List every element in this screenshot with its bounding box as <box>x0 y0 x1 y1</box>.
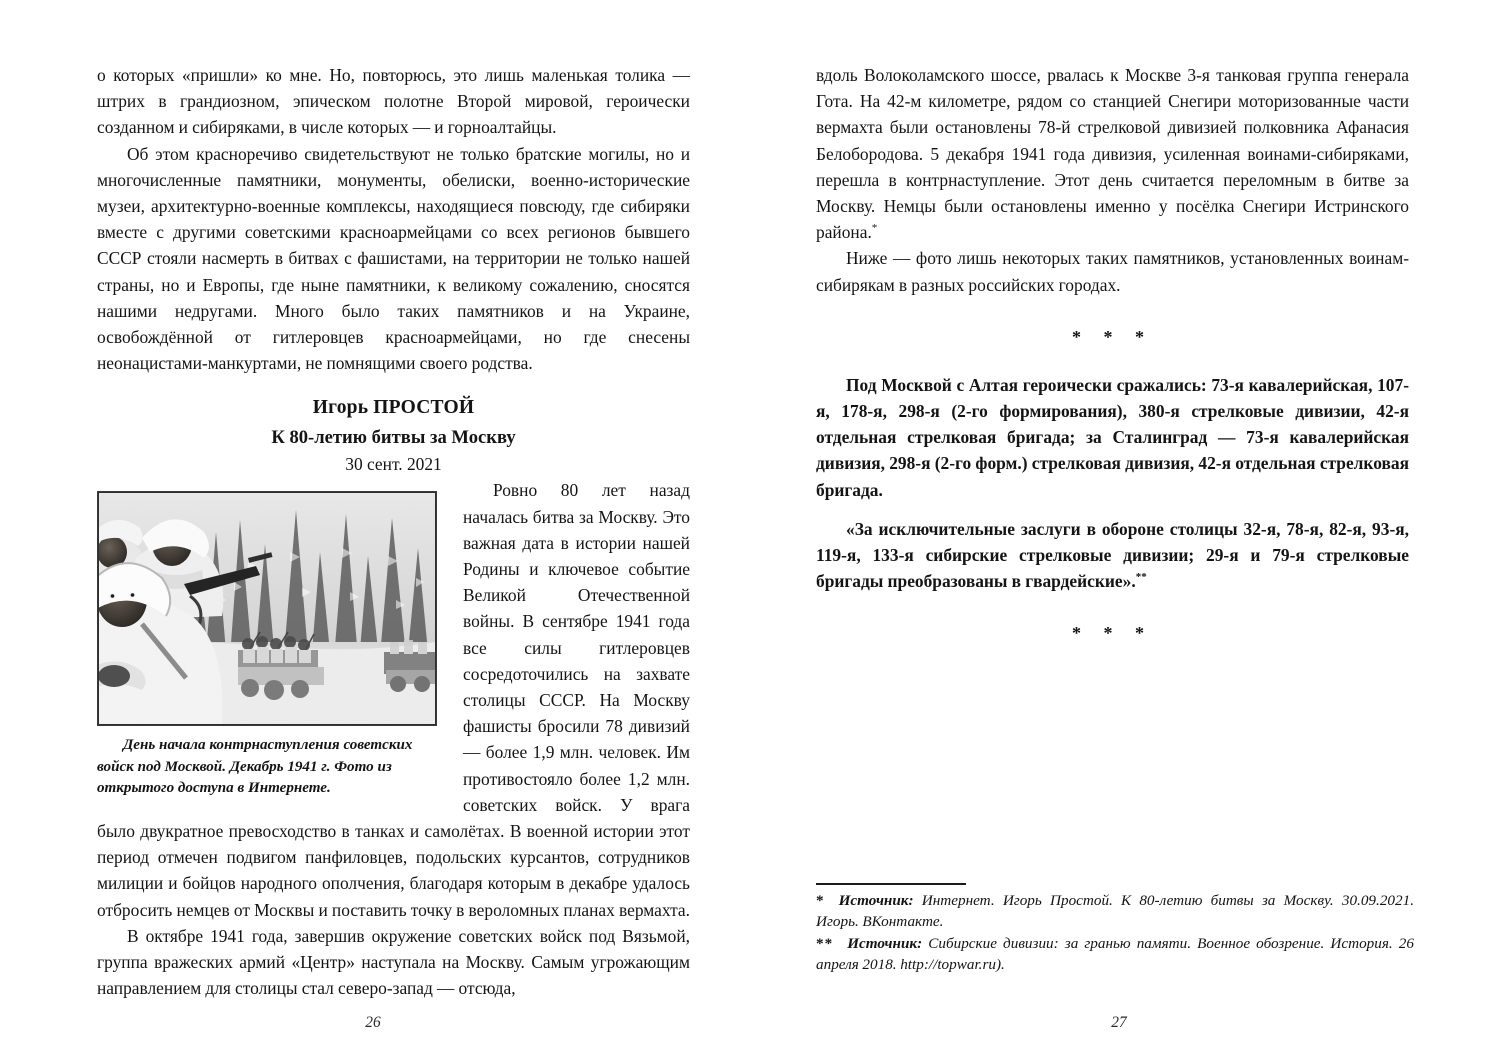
bold-paragraph-guards-text: «За исключительные заслуги в обороне столицы 32-я, 78-я, 82-я, 93-я, 119-я, 133-я сибирские стрелковые дивизии; 29-я и 79-я стрелковые бригады преобразованы в гвардейские». <box>816 518 1409 592</box>
paragraph-snegiri-text: вдоль Волоколамского шоссе, рвалась к Москве 3-я танковая группа генерала Гота. На 42-м километре, рядом со станцией Снегири моторизованные части вермахта были остановлены 78-й стрелковой дивизией полковника Афанасия Белобородова. 5 декабря 1941 года дивизия, усиленная воинами-сибиряками, перешла в контрнаступление. Этот день считается переломным в битве за Москву. Немцы были остановлены именно у посёлка Снегири Истринского района. <box>816 65 1409 243</box>
separator-asterisks-2: * * * <box>1072 623 1153 644</box>
right-page <box>746 0 1492 1058</box>
footnote-2-mark: ** <box>816 934 834 952</box>
footnote-1-label: Источник: <box>838 891 914 909</box>
paragraph-snegiri <box>816 62 1409 245</box>
photo-soviet-soldiers-winter <box>97 491 437 726</box>
spacer-above-separator-1 <box>816 298 1409 324</box>
figure-counteroffensive <box>97 491 445 799</box>
footnote-ref-1: * <box>871 222 878 235</box>
figure-caption: День начала контрнаступления советских войск под Москвой. Декабрь 1941 г. Фото из открытого доступа в Интернете. <box>97 737 413 797</box>
article-author: Игорь ПРОСТОЙ <box>312 397 475 419</box>
paragraph-continuation: о которых «пришли» ко мне. Но, повторюсь, это лишь маленькая толика — штрих в грандиозном, эпическом полотне Второй мировой, героически созданном и сибиряками, в числе которых — и горноалтайцы. <box>97 65 690 138</box>
paragraph-monument-photos: Ниже — фото лишь некоторых таких памятников, установленных воинам-сибирякам в разных российских городах. <box>816 248 1409 295</box>
left-text-column <box>97 62 690 1002</box>
article-title: К 80-летию битвы за Москву <box>271 427 516 449</box>
paragraph-monuments: Об этом красноречиво свидетельствуют не только братские могилы, но и многочисленные памятники, монументы, обелиски, военно-исторические музеи, архитектурно-военные комплексы, находящиеся повсюду, где сибиряки вместе с другими советскими красноармейцами со всех регионов бывшего СССР стояли насмерть в битвах с фашистами, на территории не только нашей страны, но и Европы, где ныне памятники, к великому сожалению, сносятся нашими недругами. Много было таких памятников и на Украине, освобождённой от гитлеровцев красноармейцами, но где снесены неонацистами-манкуртами, не помнящими своего родства. <box>97 143 690 374</box>
footnote-1-text: Интернет. Игорь Простой. К 80-летию битвы за Москву. 30.09.2021. Игорь. ВКонтакте. <box>816 891 1414 931</box>
right-text-column <box>816 62 1409 646</box>
footnotes-block <box>816 883 1414 976</box>
footnote-divider-rule <box>816 883 966 885</box>
separator-asterisks-1: * * * <box>1072 326 1153 347</box>
footnote-1-mark: * <box>816 891 825 909</box>
spacer-below-separator-1 <box>816 350 1409 372</box>
footnote-1 <box>816 890 1414 933</box>
spacer-above-separator-2 <box>816 594 1409 620</box>
footnote-2-label: Источник: <box>847 934 923 952</box>
article-date: 30 сент. 2021 <box>345 454 442 475</box>
footnote-2-text: Сибирские дивизии: за гранью памяти. Военное обозрение. История. 26 апреля 2018. http://topwar.ru). <box>816 934 1414 974</box>
page-number-right: 27 <box>1111 1014 1127 1031</box>
spacer-between-bold-blocks <box>816 503 1409 516</box>
footnote-ref-2: ** <box>1135 571 1147 584</box>
page-number-left: 26 <box>365 1014 381 1031</box>
paragraph-october-1941: В октябре 1941 года, завершив окружение советских войск под Вязьмой, группа вражеских армий «Центр» наступала на Москву. Самым угрожающим направлением для столицы стал северо-запад — отсюда, <box>97 925 690 999</box>
paragraph-battle-start: Ровно 80 лет назад началась битва за Москву. Это важная дата в истории нашей Родины и ключевое событие Великой Отечественной войны. В сентябре 1941 года все силы гитлеровцев сосредоточились на захвате столицы СССР. На Москву фашисты бросили 78 дивизий — более 1,9 млн. человек. Им противостояло более 1,2 млн. советских войск. У врага было двукратное превосходство в танках и самолётах. В военной истории этот период отмечен подвигом панфиловцев, подольских курсантов, сотрудников милиции и бойцов народного ополчения, благодаря которым в декабре удалось отбросить немцев от Москвы и поставить точку в вероломных планах вермахта. <box>97 480 690 920</box>
bold-paragraph-divisions: Под Москвой с Алтая героически сражались: 73-я кавалерийская, 107-я, 178-я, 298-я (2-го формирования), 380-я стрелковые дивизии, 42-я отдельная стрелковая бригада; за Сталинград — 73-я кавалерийская дивизия, 298-я (2-го форм.) стрелковая дивизия, 42-я отдельная стрелковая бригада. <box>816 374 1409 500</box>
footnote-2 <box>816 933 1414 976</box>
bold-paragraph-guards <box>816 516 1409 595</box>
